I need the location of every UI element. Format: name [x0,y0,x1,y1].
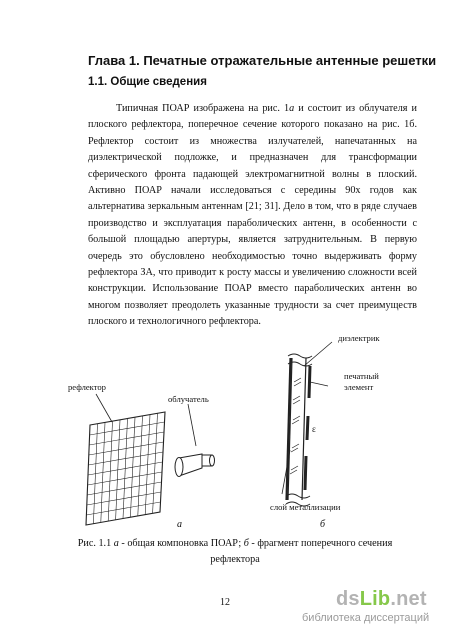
watermark-logo-ds: ds [336,588,360,610]
figure-drawing [60,330,420,530]
printed-element-leader [310,382,328,386]
label-feed: облучатель [168,394,209,404]
watermark-subtitle: библиотека диссертаций [302,612,430,624]
body-paragraph [88,101,417,331]
caption-a: а [113,538,119,549]
cross-section [286,354,312,506]
dielectric-leader [304,342,332,366]
label-metal-layer: слой металлизации [270,502,341,512]
caption-text-3: - фрагмент поперечного сечения рефлектора [210,538,393,565]
chapter-title: Глава 1. Печатные отражательные антенные решетки [88,53,437,68]
paragraph-text-2: и состоит из облучателя и плоского рефлектора, поперечное сечение которого показано на рис. 1б. Рефлектор состоит из множества излучателей, напечатанных на диэлектрической подложке, и предназначен для трансформации сферического фронта падающей электромагнитной волны в плоский. Активно ПОАР начали исследоваться с середины 90х годов как альтернатива зеркальным антеннам [21; 31]. Дело в том, что в ряде случаев производство и эксплуатация параболических антенн, в особенности с большой площадью апертуры, является затруднительным. В первую очередь это обусловлено необходимостью точно выдерживать форму рефлектора ЗА, что приводит к росту массы и увеличению сложности всей конструкции. Использование ПОАР вместо параболических антенн во многом позволяет преодолеть указанные трудности за счет преимуществ плоского и технологичного рефлектора. [88,103,417,328]
reflector-grid [86,412,165,525]
label-epsilon: ε [312,424,316,434]
watermark-logo [336,588,427,611]
caption-b: б [243,538,249,549]
label-dielectric: диэлектрик [338,333,380,343]
label-printed-element-1: печатный [344,371,379,381]
watermark-logo-net: .net [390,588,427,610]
watermark-logo-lib: Lib [359,588,391,610]
caption-text-1: Рис. 1.1 [77,538,114,549]
label-printed-element-2: элемент [344,382,374,392]
paragraph-text-1: Типичная ПОАР изображена на рис. 1 [116,103,290,114]
section-title: 1.1. Общие сведения [88,76,207,88]
figure-sub-b: б [320,519,326,530]
reflector-leader [96,394,112,422]
feed-leader [188,404,196,446]
caption-text-2: - общая компоновка ПОАР; [118,538,244,549]
figure-caption [70,536,400,568]
figure-sub-a: а [177,519,182,530]
figure-1-1 [60,330,420,530]
paragraph-ref-a: а [289,103,295,114]
label-reflector: рефлектор [68,382,106,392]
page-number: 12 [220,597,230,608]
feed-horn [175,454,215,477]
